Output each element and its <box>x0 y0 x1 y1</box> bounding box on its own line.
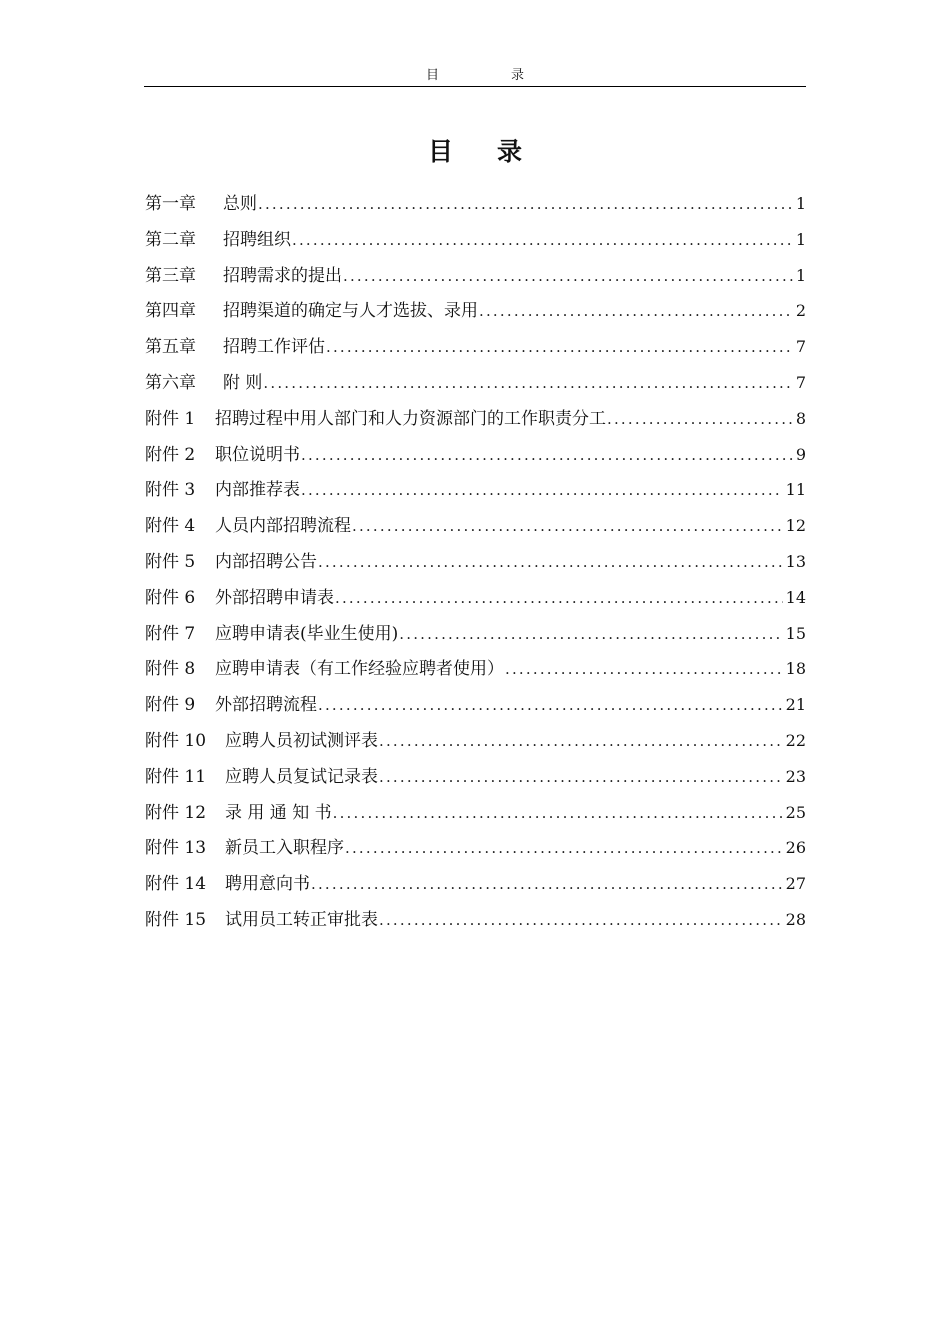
toc-page-number: 27 <box>785 874 806 894</box>
toc-page-number: 13 <box>785 551 806 571</box>
running-header-left: 目 <box>425 68 439 83</box>
toc-dot-leader <box>607 402 793 438</box>
toc-page-number: 14 <box>785 587 806 607</box>
toc-entry[interactable] <box>145 830 806 866</box>
page-title <box>144 134 806 170</box>
toc-entry-title: 外部招聘申请表 <box>215 587 334 608</box>
toc-entry[interactable] <box>145 293 806 329</box>
toc-dot-leader <box>335 581 783 617</box>
toc-entry[interactable] <box>145 723 806 759</box>
toc-entry[interactable] <box>145 472 806 508</box>
toc-entry-title: 人员内部招聘流程 <box>215 516 351 537</box>
toc-entry[interactable] <box>145 580 806 616</box>
toc-entry-title: 招聘工作评估 <box>223 337 325 358</box>
toc-page-number: 2 <box>795 301 806 321</box>
toc-page-number: 26 <box>785 838 806 858</box>
toc-entry-number: 第五章 <box>145 337 196 358</box>
toc-entry-number: 附件 5 <box>145 551 196 572</box>
toc-page-number: 7 <box>795 372 806 392</box>
toc-entry-title: 试用员工转正审批表 <box>225 909 378 930</box>
toc-entry[interactable] <box>145 651 806 687</box>
toc-page-number: 9 <box>795 444 806 464</box>
toc-dot-leader <box>345 831 783 867</box>
running-header-right: 录 <box>511 68 525 83</box>
toc-page-number: 11 <box>785 480 806 500</box>
toc-entry-number: 附件 3 <box>145 480 196 501</box>
toc-page-number: 21 <box>785 695 806 715</box>
toc-entry-number: 第三章 <box>145 265 196 286</box>
toc-dot-leader <box>479 294 793 330</box>
toc-page-number: 1 <box>795 194 806 213</box>
toc-entry-title: 应聘人员复试记录表 <box>225 766 378 787</box>
toc-dot-leader <box>263 366 792 402</box>
toc-entry[interactable] <box>145 222 806 258</box>
toc-entry-title: 总则 <box>223 194 257 214</box>
toc-entry-number: 附件 8 <box>145 659 196 680</box>
toc-entry[interactable] <box>145 258 806 294</box>
toc-entry-number: 附件 4 <box>145 516 196 537</box>
toc-entry[interactable] <box>145 616 806 652</box>
toc-dot-leader <box>318 545 783 581</box>
toc-dot-leader <box>379 760 783 796</box>
toc-entry[interactable] <box>145 795 806 831</box>
toc-entry-number: 附件 7 <box>145 623 196 644</box>
toc-entry[interactable] <box>145 401 806 437</box>
toc-entry-title: 新员工入职程序 <box>225 838 344 859</box>
toc-dot-leader <box>379 724 783 760</box>
toc-entry-number: 附件 11 <box>145 766 207 787</box>
toc-entry-title: 招聘渠道的确定与人才选拔、录用 <box>223 301 478 322</box>
toc-page-number: 12 <box>785 516 806 536</box>
toc-entry-number: 第二章 <box>145 229 196 250</box>
toc-entry-title: 招聘组织 <box>223 229 291 250</box>
toc-dot-leader <box>258 187 793 223</box>
toc-page-number: 25 <box>785 802 806 822</box>
toc-entry[interactable] <box>145 687 806 723</box>
toc-entry-title: 录 用 通 知 书 <box>225 802 332 823</box>
toc-entry-title: 应聘申请表（有工作经验应聘者使用） <box>215 659 504 680</box>
toc-entry-title: 应聘申请表(毕业生使用) <box>215 623 399 644</box>
toc-dot-leader <box>292 223 793 259</box>
toc-entry[interactable] <box>145 759 806 795</box>
toc-page-number: 15 <box>785 623 806 643</box>
title-left-char: 目 <box>427 137 453 166</box>
toc-entry-number: 附件 10 <box>145 730 207 751</box>
toc-entry-number: 附件 12 <box>145 802 207 823</box>
toc-page-number: 1 <box>795 265 806 285</box>
toc-entry[interactable] <box>145 186 806 222</box>
toc-entry[interactable] <box>145 902 806 938</box>
toc-entry[interactable] <box>145 544 806 580</box>
toc-dot-leader <box>379 903 783 939</box>
toc-page-number: 28 <box>785 909 806 929</box>
toc-entry-number: 附件 2 <box>145 444 196 465</box>
toc-entry[interactable] <box>145 866 806 902</box>
title-right-char: 录 <box>497 137 523 166</box>
toc-entry-title: 职位说明书 <box>215 444 300 465</box>
toc-entry-number: 附件 6 <box>145 587 196 608</box>
toc-entry[interactable] <box>145 329 806 365</box>
toc-page-number: 7 <box>795 337 806 357</box>
toc-dot-leader <box>399 617 782 653</box>
toc-page-number: 8 <box>795 408 806 428</box>
toc-page-number: 22 <box>785 730 806 750</box>
running-header <box>144 66 806 87</box>
toc-dot-leader <box>333 796 783 832</box>
toc-entry-number: 附件 13 <box>145 838 207 859</box>
toc-entry-title: 外部招聘流程 <box>215 695 317 716</box>
toc-entry-number: 附件 9 <box>145 695 196 716</box>
toc-entry-number: 第一章 <box>145 194 196 214</box>
toc-dot-leader <box>343 259 793 295</box>
toc-entry-number: 附件 1 <box>145 408 196 429</box>
toc-entry-number: 第六章 <box>145 372 196 393</box>
toc-entry-number: 附件 15 <box>145 909 207 930</box>
toc-dot-leader <box>318 688 783 724</box>
toc-dot-leader <box>352 509 783 545</box>
toc-dot-leader <box>301 473 783 509</box>
toc-entry-title: 附 则 <box>223 372 263 393</box>
toc-entry[interactable] <box>145 365 806 401</box>
toc-entry-title: 内部招聘公告 <box>215 551 317 572</box>
toc-dot-leader <box>301 438 793 474</box>
toc-entry[interactable] <box>145 437 806 473</box>
toc-dot-leader <box>505 652 783 688</box>
toc-entry-title: 招聘过程中用人部门和人力资源部门的工作职责分工 <box>215 408 606 429</box>
table-of-contents <box>145 186 806 938</box>
toc-dot-leader <box>326 330 793 366</box>
toc-entry-number: 第四章 <box>145 301 196 322</box>
toc-page-number: 23 <box>785 766 806 786</box>
toc-dot-leader <box>311 867 783 903</box>
toc-entry-number: 附件 14 <box>145 874 207 895</box>
toc-entry-title: 聘用意向书 <box>225 874 310 895</box>
toc-entry-title: 应聘人员初试测评表 <box>225 730 378 751</box>
toc-entry[interactable] <box>145 508 806 544</box>
toc-page-number: 1 <box>795 229 806 249</box>
toc-entry-title: 招聘需求的提出 <box>223 265 342 286</box>
toc-page-number: 18 <box>785 659 806 679</box>
toc-entry-title: 内部推荐表 <box>215 480 300 501</box>
